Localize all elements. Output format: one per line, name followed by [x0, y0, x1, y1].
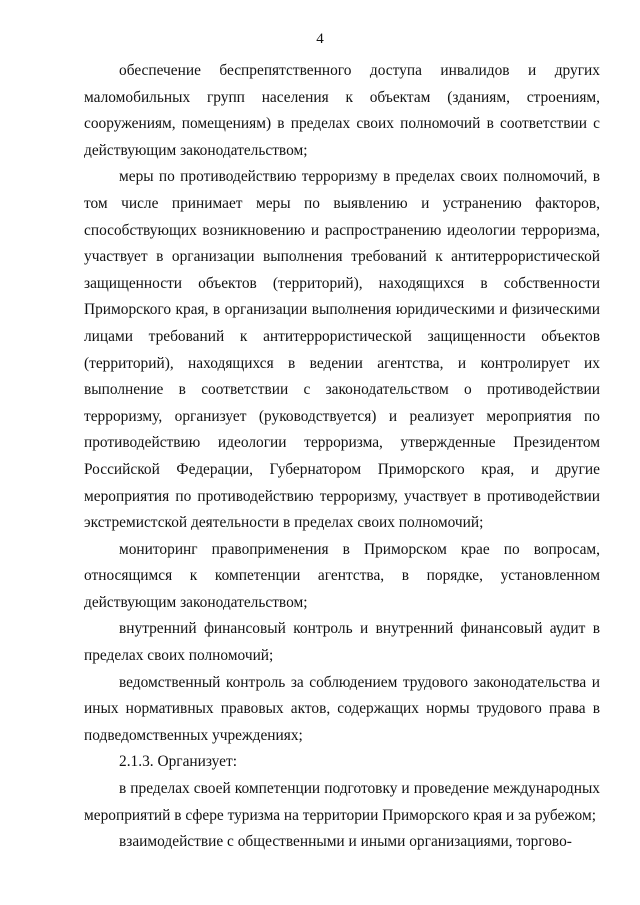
page-number: 4: [316, 31, 324, 47]
paragraph-financial-control: внутренний финансовый контроль и внутренний финансовый аудит в пределах своих полномочий;: [84, 620, 600, 665]
document-body: [84, 58, 600, 856]
paragraph-counter-terrorism: меры по противодействию терроризму в пределах своих полномочий, в том числе принимает меры по выявлению и устранению факторов, способствующих возникновению и распространению идеологии терроризма, участвует в организации выполнения требований к антитеррористической защищенности объектов (территорий), находящихся в собственности Приморского края, в организации выполнения юридическими и физическими лицами требований к антитеррористической защищенности объектов (территорий), находящихся в ведении агентства, и контролирует их выполнение в соответствии с законодательством о противодействии терроризму, организует (руководствуется) и реализует мероприятия по противодействию идеологии терроризма, утвержденные Президентом Российской Федерации, Губернатором Приморского края, и другие мероприятия по противодействию терроризму, участвует в противодействии экстремистской деятельности в пределах своих полномочий;: [84, 168, 600, 532]
paragraph-international-events: в пределах своей компетенции подготовку и проведение международных мероприятий в сфере туризма на территории Приморского края и за рубежом;: [84, 780, 600, 824]
section-heading-organizes: 2.1.3. Организует:: [119, 753, 237, 771]
paragraph-accessibility: обеспечение беспрепятственного доступа инвалидов и других маломобильных групп населения к объектам (зданиям, строениям, сооружениям, помещениям) в пределах своих полномочий в соответствии с действующим законодательством;: [84, 62, 600, 159]
paragraph-cooperation: взаимодействие с общественными и иными организациями, торгово-: [119, 833, 572, 851]
paragraph-labor-control: ведомственный контроль за соблюдением трудового законодательства и иных нормативных правовых актов, содержащих нормы трудового права в подведомственных учреждениях;: [84, 673, 600, 744]
paragraph-law-monitoring: мониторинг правоприменения в Приморском крае по вопросам, относящимся к компетенции агентства, в порядке, установленном действующим законодательством;: [84, 540, 600, 611]
